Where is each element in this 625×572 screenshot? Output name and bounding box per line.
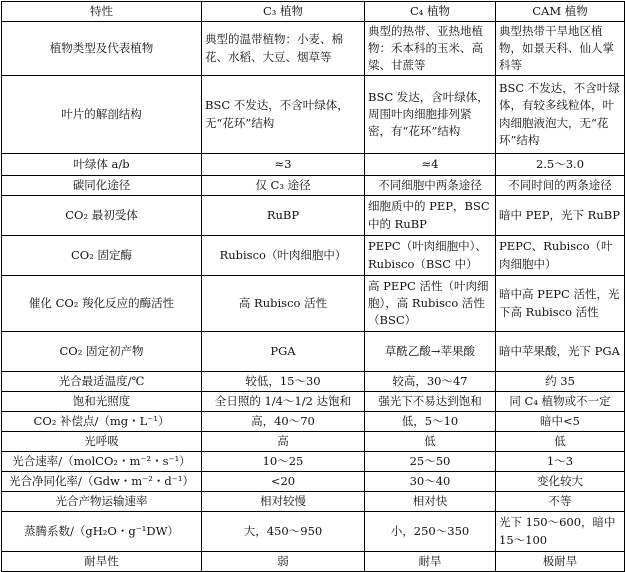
table-row xyxy=(2,176,625,196)
cell-c4: PEPC（叶肉细胞中）、Rubisco（BSC 中） xyxy=(365,236,496,276)
cell-cam: 极耐旱 xyxy=(496,552,625,572)
cell-cam: 1～3 xyxy=(496,452,625,472)
cell-cam: 暗中高 PEPC 活性，光下高 Rubisco 活性 xyxy=(496,276,625,332)
table-row xyxy=(2,76,625,154)
comparison-table xyxy=(1,1,625,572)
header-row xyxy=(2,2,625,22)
cell-cam: BSC 不发达，不含叶绿体，有较多线粒体，叶肉细胞液泡大，无“花环”结构 xyxy=(496,76,625,154)
cell-c3: 典型的温带植物：小麦、棉花、水稻、大豆、烟草等 xyxy=(202,22,365,76)
row-label: CO₂ 固定酶 xyxy=(2,236,202,276)
cell-c4: 30～40 xyxy=(365,472,496,492)
row-label: 耐旱性 xyxy=(2,552,202,572)
cell-cam: 2.5～3.0 xyxy=(496,154,625,176)
table-row xyxy=(2,196,625,236)
cell-c4: 草酰乙酸→苹果酸 xyxy=(365,332,496,372)
cell-c4: 低，5～10 xyxy=(365,412,496,432)
row-label: 光合速率/（molCO₂・m⁻²・s⁻¹） xyxy=(2,452,202,472)
table-row xyxy=(2,512,625,552)
table-row xyxy=(2,154,625,176)
cell-cam: 暗中<5 xyxy=(496,412,625,432)
cell-cam: 光下 150～600，暗中 15～100 xyxy=(496,512,625,552)
cell-c4: BSC 发达，含叶绿体，周围叶肉细胞排列紧密，有“花环”结构 xyxy=(365,76,496,154)
table-row xyxy=(2,276,625,332)
cell-c3: PGA xyxy=(202,332,365,372)
table-row xyxy=(2,412,625,432)
cell-c3: <20 xyxy=(202,472,365,492)
cell-c4: 不同细胞中两条途径 xyxy=(365,176,496,196)
row-label: CO₂ 最初受体 xyxy=(2,196,202,236)
row-label: CO₂ 固定初产物 xyxy=(2,332,202,372)
cell-c3: 高 xyxy=(202,432,365,452)
row-label: 光合净同化率/（Gdw・m⁻²・d⁻¹） xyxy=(2,472,202,492)
cell-cam: 典型热带干旱地区植物，如景天科、仙人掌科等 xyxy=(496,22,625,76)
cell-c3: ≈3 xyxy=(202,154,365,176)
header-c3: C₃ 植物 xyxy=(202,2,365,22)
cell-c4: ≈4 xyxy=(365,154,496,176)
table-row xyxy=(2,552,625,572)
table-row xyxy=(2,472,625,492)
cell-cam: 同 C₄ 植物或不一定 xyxy=(496,392,625,412)
cell-cam: 暗中苹果酸，光下 PGA xyxy=(496,332,625,372)
row-label: 光合产物运输速率 xyxy=(2,492,202,512)
cell-c4: 相对快 xyxy=(365,492,496,512)
cell-cam: 低 xyxy=(496,432,625,452)
cell-c3: 较低，15～30 xyxy=(202,372,365,392)
table-row xyxy=(2,452,625,472)
cell-c3: RuBP xyxy=(202,196,365,236)
row-label: 光呼吸 xyxy=(2,432,202,452)
cell-cam: PEPC、Rubisco（叶肉细胞中） xyxy=(496,236,625,276)
cell-c3: 仅 C₃ 途径 xyxy=(202,176,365,196)
cell-c4: 25～50 xyxy=(365,452,496,472)
cell-cam: 约 35 xyxy=(496,372,625,392)
header-c4: C₄ 植物 xyxy=(365,2,496,22)
row-label: 碳同化途径 xyxy=(2,176,202,196)
table-row xyxy=(2,392,625,412)
cell-c3: 高，40～70 xyxy=(202,412,365,432)
table-row xyxy=(2,22,625,76)
cell-c3: 弱 xyxy=(202,552,365,572)
cell-c3: BSC 不发达，不含叶绿体，无“花环”结构 xyxy=(202,76,365,154)
cell-cam: 不等 xyxy=(496,492,625,512)
cell-c4: 低 xyxy=(365,432,496,452)
header-property: 特性 xyxy=(2,2,202,22)
table-row xyxy=(2,236,625,276)
cell-c4: 强光下不易达到饱和 xyxy=(365,392,496,412)
table-row xyxy=(2,372,625,392)
row-label: 蒸腾系数/（gH₂O・g⁻¹DW） xyxy=(2,512,202,552)
cell-c4: 较高，30～47 xyxy=(365,372,496,392)
table-row xyxy=(2,432,625,452)
row-label: 催化 CO₂ 羧化反应的酶活性 xyxy=(2,276,202,332)
row-label: 饱和光照度 xyxy=(2,392,202,412)
row-label: 光合最适温度/℃ xyxy=(2,372,202,392)
cell-c4: 耐旱 xyxy=(365,552,496,572)
cell-c3: 相对较慢 xyxy=(202,492,365,512)
cell-cam: 变化较大 xyxy=(496,472,625,492)
cell-c3: 全日照的 1/4～1/2 达饱和 xyxy=(202,392,365,412)
cell-c3: Rubisco（叶肉细胞中） xyxy=(202,236,365,276)
cell-c4: 细胞质中的 PEP，BSC 中的 RuBP xyxy=(365,196,496,236)
header-cam: CAM 植物 xyxy=(496,2,625,22)
table-row xyxy=(2,332,625,372)
row-label: CO₂ 补偿点/（mg・L⁻¹） xyxy=(2,412,202,432)
cell-c3: 大，450～950 xyxy=(202,512,365,552)
cell-cam: 暗中 PEP，光下 RuBP xyxy=(496,196,625,236)
row-label: 叶绿体 a/b xyxy=(2,154,202,176)
cell-c3: 高 Rubisco 活性 xyxy=(202,276,365,332)
cell-c4: 典型的热带、亚热地植物：禾本科的玉米、高粱、甘蔗等 xyxy=(365,22,496,76)
cell-c4: 小，250～350 xyxy=(365,512,496,552)
row-label: 植物类型及代表植物 xyxy=(2,22,202,76)
table-row xyxy=(2,492,625,512)
row-label: 叶片的解剖结构 xyxy=(2,76,202,154)
cell-c4: 高 PEPC 活性（叶肉细胞），高 Rubisco 活性（BSC） xyxy=(365,276,496,332)
cell-cam: 不同时间的两条途径 xyxy=(496,176,625,196)
cell-c3: 10～25 xyxy=(202,452,365,472)
